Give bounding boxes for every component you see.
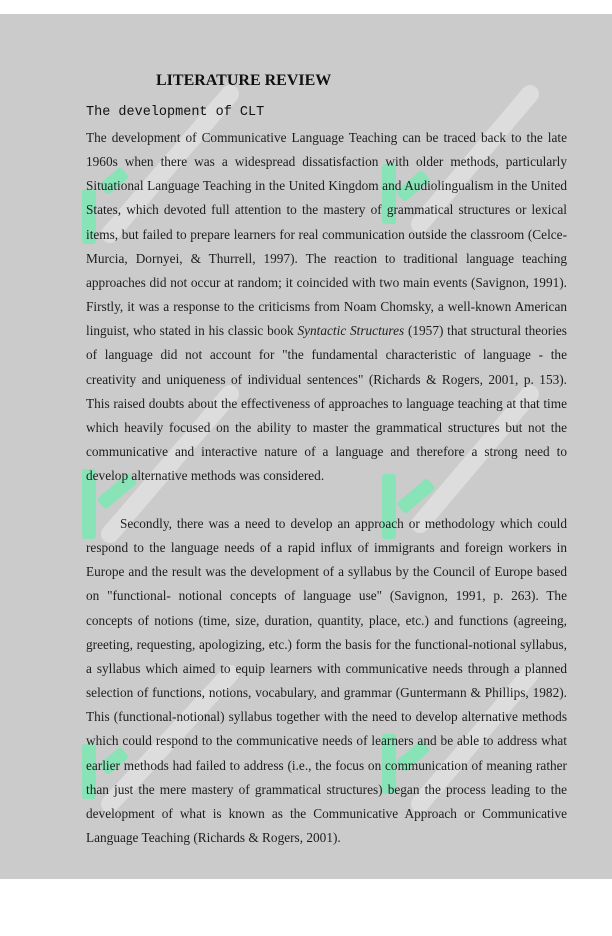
paragraph-1-text-b: (1957) that structural theories of language did not account for "the fundamental characteristic of language - the creativity and uniqueness of individual sentences" (Richards & Rogers, 2001, p. 153). This raised doubts about the effectiveness of approaches to language teaching at that time which heavily focused on the ability to master the grammatical structures but not the communicative and interactive nature of a language and therefore a strong need to develop alternative methods was considered. [86, 323, 567, 484]
bottom-margin [0, 879, 612, 936]
paragraph-1 [86, 126, 567, 488]
paragraph-2: Secondly, there was a need to develop an approach or methodology which could respond to the language needs of a rapid influx of immigrants and foreign workers in Europe and the result was the development of a syllabus by the Council of Europe based on "functional- notional concepts of language use" (Savignon, 1991, p. 263). The concepts of notions (time, size, duration, quantity, place, etc.) and functions (agreeing, greeting, requesting, apologizing, etc.) form the basis for the functional-notional syllabus, a syllabus which aimed to equip learners with communicative needs through a planned selection of functions, notions, vocabulary, and grammar (Guntermann & Phillips, 1982). This (functional-notional) syllabus together with the need to develop alternative methods which could respond to the communicative needs of learners and be able to address what earlier methods had failed to address (i.e., the focus on communication of meaning rather than just the mere mastery of grammatical structures) began the process leading to the development of what is known as the Communicative Approach or Communicative Language Teaching (Richards & Rogers, 2001). [86, 516, 567, 846]
section-heading: The development of CLT [86, 105, 265, 120]
page-title: LITERATURE REVIEW [156, 72, 332, 89]
top-margin [0, 0, 612, 14]
document-page [0, 14, 612, 879]
book-title: Syntactic Structures [297, 323, 405, 339]
paragraph-1-text-a: The development of Communicative Language Teaching can be traced back to the late 1960s when there was a widespread dissatisfaction with older methods, particularly Situational Language Teaching in the United Kingdom and Audiolingualism in the United States, which devoted full attention to the mastery of grammatical structures or lexical items, but failed to prepare learners for real communication outside the classroom (Celce-Murcia, Dornyei, & Thurrell, 1997). The reaction to traditional language teaching approaches did not occur at random; it coincided with two main events (Savignon, 1991). Firstly, it was a response to the criticisms from Noam Chomsky, a well-known American linguist, who stated in his classic book [86, 130, 567, 339]
